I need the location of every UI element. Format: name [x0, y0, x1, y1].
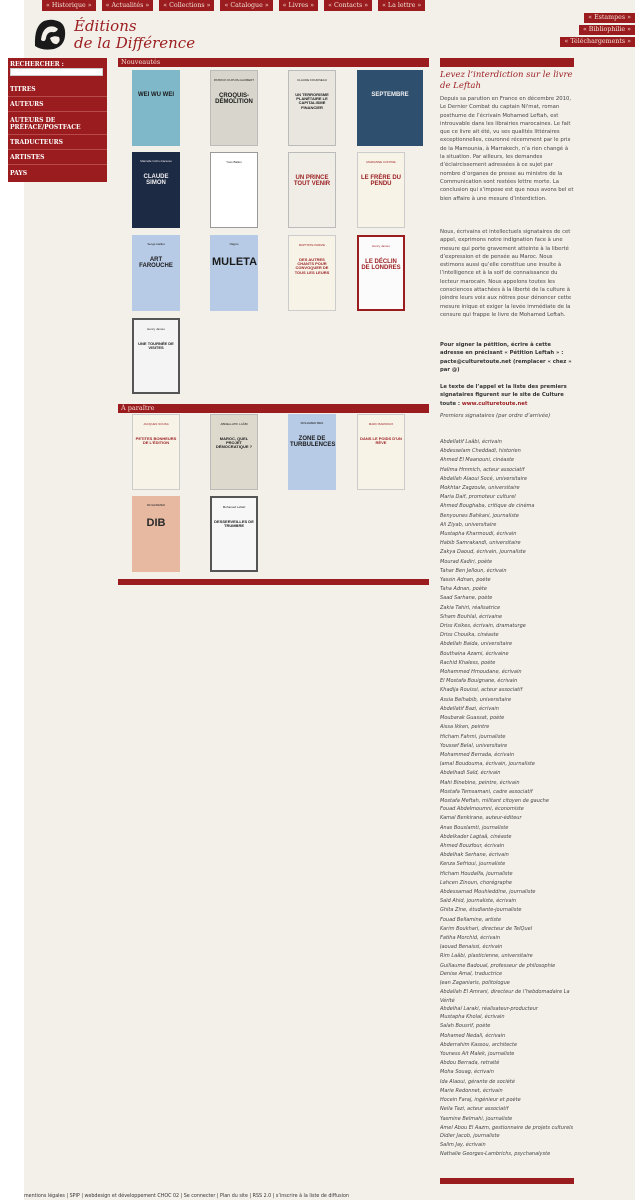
book-author: ABDELLATIF LAÂBI: [220, 422, 248, 426]
topnav-link-2[interactable]: « Collections »: [159, 0, 214, 11]
signer-entry: Mokhtar Zagzoule, universitaire: [440, 485, 520, 492]
sidebar-item-auteurs[interactable]: AUTEURS: [10, 101, 44, 108]
signer-entry: Ahmed Bouzfour, écrivain: [440, 843, 505, 850]
signer-entry: Mohammed Hmoudane, écrivain: [440, 669, 522, 676]
signer-entry: Jamal Boudouma, écrivain, journaliste: [440, 761, 535, 768]
signers-heading: Premiers signataires (par ordre d’arrivée): [440, 413, 551, 419]
signer-entry: Yassin Adnan, poète: [440, 577, 491, 584]
right-navigation: [560, 13, 635, 47]
article-paragraph-1: Depuis sa parution en France en décembre 2010, Le Dernier Combat du captain Ni'mat, roman posthume de l’écrivain Mohamed Leftah, est introuvable dans les librairies marocaines. Le fait que ce livre ait été, vu ses qualités littéraires exceptionnelles, couronné récemment par le prix de la Mamounia, à Marrakech, n’a rien changé à la situation. Par ailleurs, les demandes d’éclaircissement adressées à ce sujet par nombre d’organes de presse au ministre de la Communication sont restées lettre morte. La conclusion qui s’impose est que nous avons bel et bien affaire à une mesure d’interdiction.: [440, 96, 574, 202]
book-title: SEPTEMBRE: [371, 92, 409, 98]
signer-entry: Ahmed El Maanouni, cinéaste: [440, 457, 515, 464]
topnav-link-5[interactable]: « Contacts »: [324, 0, 372, 11]
book-cover[interactable]: [210, 235, 258, 311]
book-cover[interactable]: [288, 70, 336, 146]
site-info-text: Le texte de l’appel et la liste des premiers signataires figurent sur le site de Culture toute :: [440, 384, 567, 407]
signer-entry: Nathalie Georges-Lambrichs, psychanalyste: [440, 1151, 551, 1158]
signer-entry: Abdelhaï Laraki, réalisateur-producteur: [440, 1005, 538, 1012]
signer-entry: Driss Chouika, cinéaste: [440, 632, 499, 639]
signer-entry: Mostafa Meftah, militant citoyen de gauche: [440, 797, 549, 804]
signer-entry: Ahmed Boughaba, critique de cinéma: [440, 503, 535, 510]
article-paragraph-2: Nous, écrivains et intellectuels signataires de cet appel, exprimons notre indignation face à une mesure qui porte gravement atteinte à la liberté d’expression et de pensée au Maroc. Nous estimons aussi qu’elle constitue une insulte à l’intelligence et à la soif de connaissance du lecteur marocain. Nous appelons toutes les consciences attachées à la liberté de la culture à joindre leurs voix aux nôtres pour dénoncer cette mesure inique et exiger la levée immédiate de la censure qui frappe le livre de Mohamed Leftah.: [440, 229, 572, 318]
book-author: JACQUES SOUSA: [143, 422, 169, 426]
signer-entry: Abderrahim Kassou, architecte: [440, 1041, 518, 1048]
signer-entry: Abdallah El Amrani, directeur de l’hebdomadaire La Vérité: [440, 989, 570, 1004]
signer-entry: Abdellatif Laâbi, écrivain: [440, 439, 502, 445]
book-cover[interactable]: [357, 235, 405, 311]
signer-entry: Moha Souag, écrivain: [440, 1069, 494, 1076]
book-title: UN TERRORISME PLANÉTAIRE LE CAPITALISME FINANCIER: [295, 92, 329, 110]
book-author: BAPTISTE PARIZE: [299, 243, 325, 247]
signer-entry: Fouad Bellamine, artiste: [440, 916, 502, 923]
book-title: DIB: [146, 517, 166, 529]
divider: [8, 164, 107, 165]
article-top-bar: [440, 58, 574, 67]
signer-entry: Assia Belhabib, universitaire: [440, 696, 512, 703]
signer-entry: Saïd Ahid, journaliste, écrivain: [440, 898, 517, 905]
signer-entry: Neila Tazi, acteur associatif: [440, 1106, 509, 1113]
book-author: Serge Haillet: [147, 242, 165, 246]
book-author: MARC BARDOUX: [368, 422, 394, 426]
signer-entry: Guillaume Badoual, professeur de philosophie: [440, 962, 556, 969]
book-author: Yves Ballon: [226, 160, 242, 164]
rightnav-link-2[interactable]: « Téléchargements »: [560, 37, 635, 47]
signer-entry: Abdessamad Mouhieddine, journaliste: [440, 889, 536, 896]
book-title: WEI WU WEI: [138, 92, 174, 98]
signer-entry: Abdelhak Serhane, écrivain: [440, 852, 509, 859]
signer-entry: Hicham Fahmi, journaliste: [440, 733, 506, 740]
logo-text-line1: Éditions: [74, 17, 137, 35]
signer-entry: Didier Jacob, journaliste: [440, 1133, 500, 1139]
signer-entry: Anas Bouslamti, journaliste: [440, 824, 509, 831]
book-author: MARIANNE CONTRE: [366, 160, 396, 164]
signer-entry: Bouthaina Azami, écrivaine: [440, 650, 509, 657]
book-cover[interactable]: [132, 414, 180, 490]
divider: [8, 134, 107, 135]
site-footer[interactable]: mentions légales | SPIP | webdesign et développement CHOC 02 | Se connecter | Plan du site | RSS 2.0 | s’inscrire à la liste de diffusion: [24, 1194, 349, 1199]
topnav-link-4[interactable]: « Livres »: [279, 0, 318, 11]
signer-entry: Abdelhadi Saïd, écrivain: [440, 770, 501, 777]
article-site-info: [440, 383, 574, 408]
topnav-link-1[interactable]: « Actualités »: [102, 0, 154, 11]
signer-entry: Benyounes Bahkani, journaliste: [440, 512, 519, 519]
book-title: DES AUTRES CHANTS POUR CONVOQUER DE TOUS LES LEURS: [294, 257, 330, 275]
book-author: Henry James: [372, 244, 390, 248]
signer-entry: Moubarak Guassat, poète: [440, 715, 505, 722]
book-cover[interactable]: [210, 496, 258, 572]
article-bottom-bar: [440, 1178, 574, 1184]
topnav-link-6[interactable]: « La lettre »: [378, 0, 425, 11]
signer-entry: Abdellah Baida, universitaire: [440, 641, 513, 648]
signer-entry: Hicham Houdaïfa, journaliste: [440, 870, 513, 877]
signer-entry: Fatiha Morchid, écrivain: [440, 935, 501, 942]
signer-entry: Abdellatif Bazi, écrivain: [440, 705, 499, 712]
signer-entry: Saad Sarhane, poète: [440, 595, 493, 602]
book-cover[interactable]: [288, 235, 336, 311]
search-input[interactable]: [10, 68, 103, 76]
signer-entry: Siham Bouhlal, écrivaine: [440, 613, 503, 620]
signer-entry: Yasmine Belmahi, journaliste: [440, 1115, 513, 1122]
book-title: ART FAROUCHE: [139, 257, 173, 270]
book-title: PETITES BONHEURS DE L'ÉDITION: [135, 436, 177, 446]
sidebar-item-traducteurs[interactable]: TRADUCTEURS: [10, 139, 63, 146]
sidebar-item-artistes[interactable]: ARTISTES: [10, 154, 45, 161]
signer-entry: Kenza Sefrioui, journaliste: [440, 861, 506, 868]
site-logo[interactable]: [32, 16, 202, 56]
book-author: Nagrio: [229, 242, 239, 246]
culturetoute-link[interactable]: www.culturetoute.net: [461, 400, 528, 407]
book-title: MULETA: [212, 256, 258, 268]
signer-entry: Abdou Berrada, retraité: [440, 1060, 500, 1067]
logo-emblem-icon: [32, 16, 68, 52]
book-cover[interactable]: [210, 414, 258, 490]
signer-entry: Lahcen Zinoun, chorégraphe: [440, 879, 512, 886]
divider: [8, 111, 107, 112]
book-title: DESSERVEILLES DE TRUMBRE: [214, 519, 254, 529]
book-cover[interactable]: [357, 414, 405, 490]
section-footer-bar: [118, 579, 429, 585]
sidebar-item-pays[interactable]: PAYS: [10, 170, 28, 177]
signer-entry: Zakia Tahiri, réalisatrice: [440, 604, 501, 611]
signer-entry: Youness Ait Malek, journaliste: [440, 1051, 515, 1058]
book-title: LE FRÈRE DU PENDU: [360, 175, 401, 188]
signer-entry: Mustapha Kharmoudi, écrivain: [440, 531, 517, 538]
book-author: MOHAMMED: [146, 503, 166, 507]
signer-entry: Driss Ksikes, écrivain, dramaturge: [440, 623, 526, 630]
topnav-link-3[interactable]: « Catalogue »: [220, 0, 272, 11]
rightnav-link-0[interactable]: « Estampes »: [584, 13, 635, 23]
signer-entry: Marie Redonnet, écrivain: [440, 1087, 503, 1094]
signer-entry: Zakya Daoud, écrivain, journaliste: [440, 549, 526, 556]
book-author: Mohamed Leftah: [222, 505, 246, 509]
book-cover[interactable]: [288, 414, 336, 490]
signer-entry: Aissa Ikken, peintre: [440, 724, 490, 731]
divider: [8, 149, 107, 150]
signer-entry: Rachid Khaless, poète: [440, 659, 496, 666]
signer-entry: Mostafa Temsamani, cadre associatif: [440, 788, 533, 795]
signer-entry: Tahar Ben Jelloun, écrivain: [440, 567, 507, 574]
book-title: MAROC, QUEL PROJET DÉMOCRATIQUE ?: [215, 436, 253, 450]
signer-entry: Abdesselam Cheddadi, historien: [440, 448, 521, 455]
signer-entry: Amel Abou El Aazm, gestionnaire de projets culturels: [440, 1124, 574, 1131]
book-title: ZONE DE TURBULENCES: [290, 436, 336, 449]
book-title: LE DÉCLIN DE LONDRES: [361, 259, 401, 272]
logo-text-line2: de la Différence: [74, 34, 196, 52]
signer-entry: Mustapha Kholal, écrivain: [440, 1014, 505, 1021]
book-title: CROQUIS-DÉMOLITION: [215, 93, 253, 106]
book-cover[interactable]: [132, 235, 180, 311]
rightnav-link-1[interactable]: « Bibliophilie »: [579, 25, 635, 35]
book-cover[interactable]: [288, 152, 336, 228]
signer-entry: Maria Daif, promoteur culturel: [440, 494, 516, 501]
signer-entry: Halima Hmmich, acteur associatif: [440, 466, 525, 473]
signer-entry: Abdallah Alaoui Socé, universitaire: [440, 475, 528, 482]
book-title: UN PRINCE TOUT VENIR: [293, 175, 331, 188]
sidebar-menu: [8, 58, 107, 182]
signer-entry: Mahi Binebine, peintre, écrivain: [440, 779, 520, 786]
signer-entry: Jaouad Benaissi, écrivain: [440, 944, 503, 951]
signer-entry: Ida Alaoui, gérante de société: [440, 1078, 515, 1085]
sidebar-item-titres[interactable]: TITRES: [10, 86, 36, 93]
signer-entry: Mourad Kadiri, poète: [440, 558, 493, 565]
book-cover[interactable]: [357, 70, 423, 146]
book-cover[interactable]: [132, 70, 180, 146]
book-author: Marcelle Cohn-Caceres: [140, 159, 172, 163]
book-author: MOHAMED BEN: [300, 421, 324, 425]
signer-entry: Rim Laâbi, plasticienne, universitaire: [440, 953, 533, 960]
section-header-new: Nouveautés: [118, 58, 429, 67]
book-title: UNE TOURNÉE DE VISITES: [138, 341, 174, 351]
signer-entry: Mohamed Nedali, écrivain: [440, 1032, 506, 1039]
article-title[interactable]: Levez l’interdiction sur le livre de Leftah: [440, 70, 573, 91]
sidebar-item-auteurs-preface[interactable]: AUTEURS DE PRÉFACE/POSTFACE: [10, 117, 81, 131]
search-label: RECHERCHER :: [10, 61, 64, 68]
book-title: CLAUDE SIMON: [143, 174, 169, 187]
signers-list: [440, 438, 574, 1159]
book-cover[interactable]: [357, 152, 405, 228]
book-author: PATRICK DUPUIS-GAUBERT: [213, 78, 255, 82]
signer-entry: El Mostafa Bouignane, écrivain: [440, 678, 518, 685]
book-title: DANS LE POIDS D'UN RÊVE: [360, 436, 402, 446]
signer-entry: Taha Adnan, poète: [440, 586, 487, 593]
book-cover[interactable]: [210, 70, 258, 146]
book-author: Henry James: [147, 327, 165, 331]
signer-entry: Khadija Rouissi, acteur associatif: [440, 687, 523, 694]
signer-entry: Hocein Faraj, ingénieur et poète: [440, 1097, 521, 1104]
divider: [8, 96, 107, 97]
signer-entry: Denise Amal, traductrice: [440, 970, 503, 977]
book-cover[interactable]: [132, 152, 180, 228]
article-petition-instructions: Pour signer la pétition, écrire à cette adresse en précisant « Pétition Leftah » : pacte@culturetoute.net (remplacer « chez » par @): [440, 342, 572, 373]
signer-entry: Mohammed Berrada, écrivain: [440, 751, 515, 758]
book-cover[interactable]: [132, 496, 180, 572]
section-header-soon: À paraître: [118, 404, 429, 413]
signer-entry: Salim Jay, écrivain: [440, 1142, 486, 1149]
signer-entry: Karim Boukhari, directeur de TelQuel: [440, 925, 533, 932]
book-cover[interactable]: [132, 318, 180, 394]
book-author: CLAUDE FOURNEAU: [297, 78, 327, 82]
signer-entry: Ali Ziyab, universitaire: [440, 521, 497, 528]
book-cover[interactable]: [210, 152, 258, 228]
signer-entry: Fouad Abdelmoumni, économiste: [440, 806, 524, 813]
signer-entry: Kamal Benkirane, auteur-éditeur: [440, 815, 522, 822]
signer-entry: Salah Bousrif, poète: [440, 1023, 491, 1030]
signer-entry: Ghita Zine, étudiante-journaliste: [440, 907, 522, 914]
signer-entry: Youssef Belal, universitaire: [440, 742, 508, 749]
signer-entry: Habib Samrakandi, universitaire: [440, 540, 521, 547]
topnav-link-0[interactable]: « Historique »: [42, 0, 96, 11]
signer-entry: Jean Zaganiaris, politologue: [440, 980, 510, 987]
top-navigation: [42, 0, 425, 11]
signer-entry: Abdelkader Lagtaâ, cinéaste: [440, 833, 512, 840]
